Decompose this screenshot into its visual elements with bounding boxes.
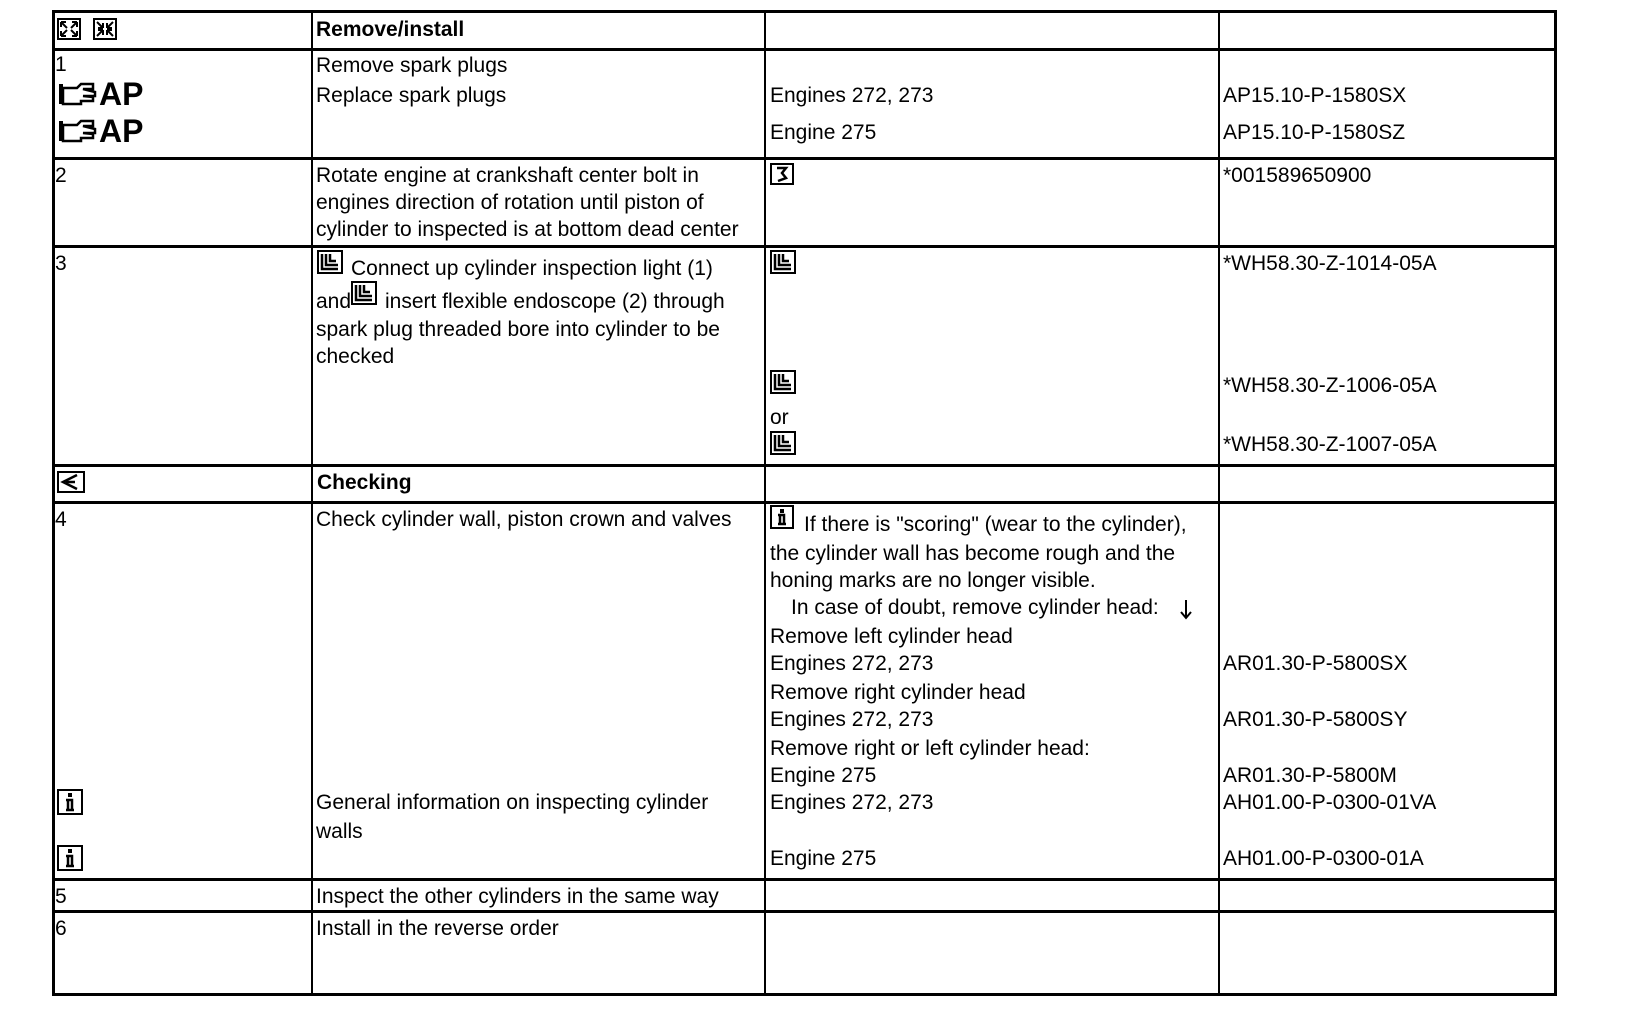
ref-code-link[interactable]: AH01.00-P-0300-01A [1223, 847, 1424, 870]
info-icon [57, 789, 83, 815]
row-divider [55, 157, 1554, 160]
collapse-icon [93, 18, 117, 40]
step-number: 6 [55, 917, 67, 940]
tool-code-link[interactable]: *001589650900 [1223, 164, 1372, 187]
note-text: In case of doubt, remove cylinder head: [791, 596, 1159, 619]
step-action: Install in the reverse order [316, 917, 559, 940]
ref-description: Engine 275 [770, 847, 877, 870]
step-action: Rotate engine at crankshaft center bolt in [316, 164, 699, 187]
step-action: insert flexible endoscope (2) through [385, 290, 725, 313]
tool-graphic-icon [770, 250, 796, 274]
arrow-down-icon [1179, 598, 1193, 620]
step-action: cylinder to inspected is at bottom dead center [316, 218, 739, 241]
ref-description: Engines 272, 273 [770, 84, 934, 107]
row-divider [55, 501, 1554, 504]
row-divider [55, 245, 1554, 248]
note-text: the cylinder wall has become rough and the [770, 542, 1176, 565]
ref-title: Remove right or left cylinder head: [770, 737, 1090, 760]
tool-graphic-icon [351, 281, 377, 305]
step-number: 2 [55, 164, 67, 187]
or-label: or [770, 406, 789, 429]
row-divider [55, 910, 1554, 913]
row-divider [55, 48, 1554, 51]
col-divider [764, 13, 766, 993]
ref-description: Engine 275 [770, 764, 877, 787]
step-action: Inspect the other cylinders in the same way [316, 885, 719, 908]
step-number: 3 [55, 252, 67, 275]
ref-code-link[interactable]: AR01.30-P-5800SX [1223, 652, 1408, 675]
note-text: honing marks are no longer visible. [770, 569, 1096, 592]
step-action: Connect up cylinder inspection light (1) [351, 257, 713, 280]
tool-code-link[interactable]: *WH58.30-Z-1006-05A [1223, 374, 1437, 397]
section-title-checking: Checking [317, 471, 412, 494]
step-action: checked [316, 345, 395, 368]
tool-graphic-icon [317, 250, 343, 274]
ref-code-link[interactable]: AP15.10-P-1580SZ [1223, 121, 1406, 144]
info-icon [770, 505, 794, 529]
ref-description: Engine 275 [770, 121, 877, 144]
tool-code-link[interactable]: *WH58.30-Z-1007-05A [1223, 433, 1437, 456]
special-tool-icon [770, 163, 794, 185]
ap-link[interactable] [57, 77, 143, 111]
pointing-hand-icon [57, 117, 97, 145]
ref-code-link[interactable]: AR01.30-P-5800SY [1223, 708, 1408, 731]
ref-code-link[interactable]: AP15.10-P-1580SX [1223, 84, 1407, 107]
ref-code-link[interactable]: AR01.30-P-5800M [1223, 764, 1397, 787]
step-action: Replace spark plugs [316, 84, 507, 107]
step-number: 1 [55, 53, 67, 76]
note-text: If there is "scoring" (wear to the cylinder), [804, 513, 1187, 536]
info-icon [57, 845, 83, 871]
ref-description: Engines 272, 273 [770, 791, 934, 814]
checking-icon [57, 471, 85, 493]
ref-description: Engines 272, 273 [770, 708, 934, 731]
step-number: 5 [55, 885, 67, 908]
section-title-remove-install: Remove/install [316, 18, 465, 41]
ref-title: Remove left cylinder head [770, 625, 1013, 648]
procedure-table [52, 10, 1557, 996]
step-action: Check cylinder wall, piston crown and valves [316, 508, 732, 531]
expand-icon [57, 18, 81, 40]
row-divider [55, 878, 1554, 881]
step-action: and [316, 290, 352, 313]
ref-description: Engines 272, 273 [770, 652, 934, 675]
col-divider [1218, 13, 1220, 993]
step-number: 4 [55, 508, 67, 531]
step-action: Remove spark plugs [316, 54, 508, 77]
ap-label: AP [99, 113, 144, 149]
ref-code-link[interactable]: AH01.00-P-0300-01VA [1223, 791, 1437, 814]
row-divider [55, 464, 1554, 467]
ap-label: AP [99, 76, 144, 112]
step-action: spark plug threaded bore into cylinder to be [316, 318, 720, 341]
pointing-hand-icon [57, 80, 97, 108]
step-action: engines direction of rotation until piston of [316, 191, 704, 214]
tool-graphic-icon [770, 431, 796, 455]
ref-title: Remove right cylinder head [770, 681, 1026, 704]
tool-graphic-icon [770, 370, 796, 394]
info-text: walls [316, 820, 363, 843]
tool-code-link[interactable]: *WH58.30-Z-1014-05A [1223, 252, 1437, 275]
ap-link[interactable] [57, 114, 143, 148]
info-text: General information on inspecting cylinder [316, 791, 709, 814]
col-divider [311, 13, 313, 993]
